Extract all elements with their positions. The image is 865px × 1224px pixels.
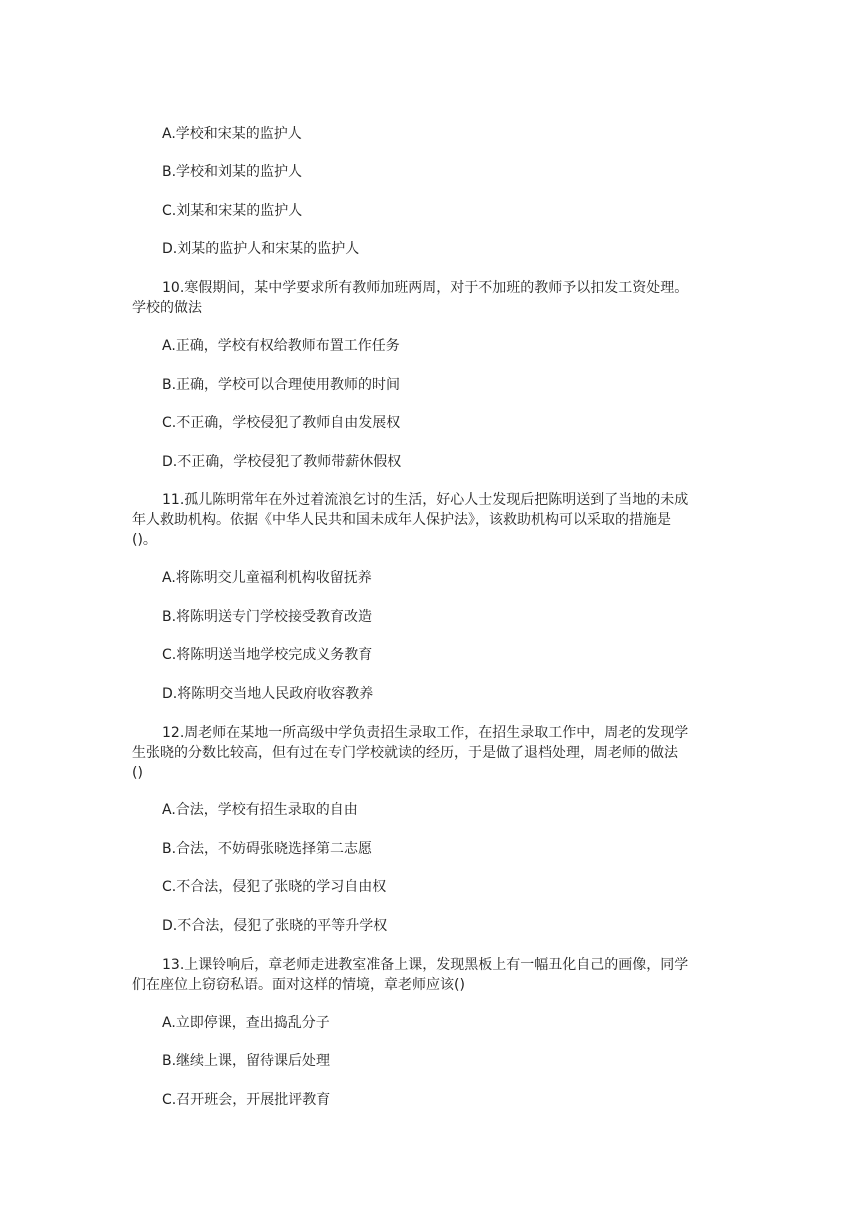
q12-option-c: C.不合法，侵犯了张晓的学习自由权 <box>162 879 387 895</box>
q13-option-a: A.立即停课，查出捣乱分子 <box>162 1015 330 1031</box>
q11-stem-line-2: 年人救助机构。依据《中华人民共和国未成年人保护法》，该救助机构可以采取的措施是 <box>132 512 671 528</box>
q11-stem-line-3: ()。 <box>132 532 157 548</box>
q9-option-d: D.刘某的监护人和宋某的监护人 <box>162 241 360 257</box>
q12-option-d: D.不合法，侵犯了张晓的平等升学权 <box>162 918 388 934</box>
q11-option-b: B.将陈明送专门学校接受教育改造 <box>162 609 373 625</box>
q13-option-c: C.召开班会，开展批评教育 <box>162 1092 331 1108</box>
q13-stem-line-2: 们在座位上窃窃私语。面对这样的情境，章老师应该() <box>132 977 465 993</box>
q9-option-c: C.刘某和宋某的监护人 <box>162 203 303 219</box>
q12-stem-line-2: 生张晓的分数比较高，但有过在专门学校就读的经历，于是做了退档处理，周老师的做法 <box>132 745 678 761</box>
q10-option-c: C.不正确，学校侵犯了教师自由发展权 <box>162 415 401 431</box>
q9-option-b: B.学校和刘某的监护人 <box>162 164 303 180</box>
q11-stem-line-1: 11.孤儿陈明常年在外过着流浪乞讨的生活，好心人士发现后把陈明送到了当地的未成 <box>162 492 689 508</box>
q12-stem-line-1: 12.周老师在某地一所高级中学负责招生录取工作，在招生录取工作中，周老的发现学 <box>162 725 689 741</box>
q13-option-b: B.继续上课，留待课后处理 <box>162 1053 331 1069</box>
q10-stem-line-2: 学校的做法 <box>132 300 202 316</box>
q9-option-a: A.学校和宋某的监护人 <box>162 126 302 142</box>
q11-option-c: C.将陈明送当地学校完成义务教育 <box>162 647 373 663</box>
q13-stem-line-1: 13.上课铃响后，章老师走进教室准备上课，发现黑板上有一幅丑化自己的画像，同学 <box>162 957 689 973</box>
q10-option-a: A.正确，学校有权给教师布置工作任务 <box>162 338 400 354</box>
q11-option-d: D.将陈明交当地人民政府收容教养 <box>162 686 374 702</box>
q12-stem-line-3: () <box>132 765 143 781</box>
q10-option-d: D.不正确，学校侵犯了教师带薪休假权 <box>162 454 402 470</box>
q12-option-b: B.合法，不妨碍张晓选择第二志愿 <box>162 841 373 857</box>
q10-option-b: B.正确，学校可以合理使用教师的时间 <box>162 377 401 393</box>
q10-stem-line-1: 10.寒假期间，某中学要求所有教师加班两周，对于不加班的教师予以扣发工资处理。 <box>162 280 689 296</box>
q12-option-a: A.合法，学校有招生录取的自由 <box>162 802 358 818</box>
q11-option-a: A.将陈明交儿童福利机构收留抚养 <box>162 570 372 586</box>
